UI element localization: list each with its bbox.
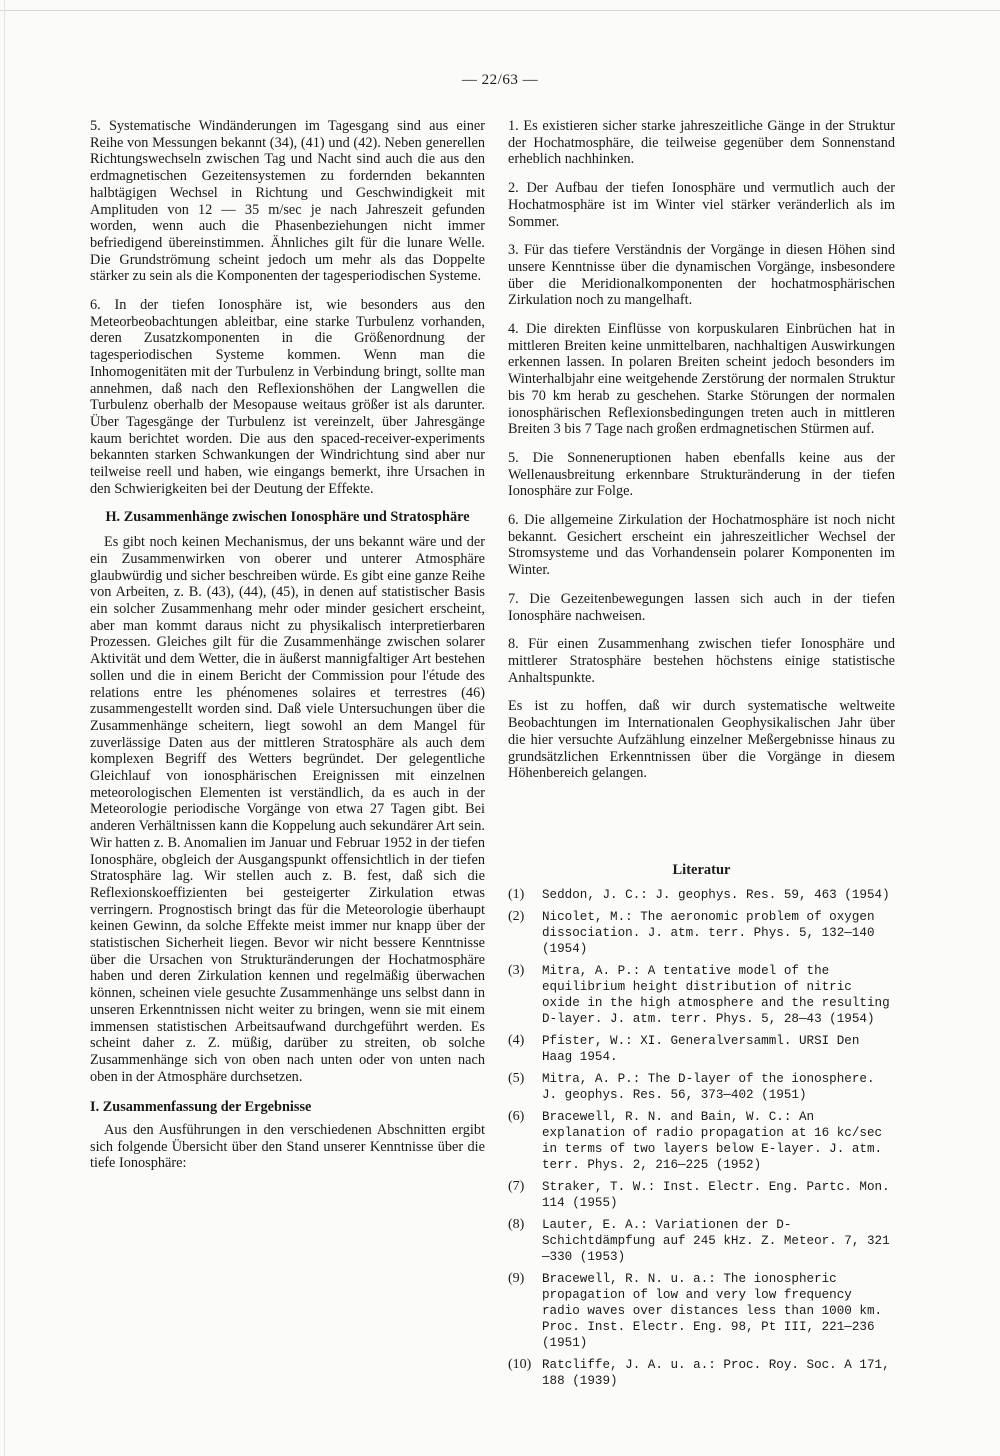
reference-number: (5)	[508, 1070, 525, 1086]
reference-number: (1)	[508, 886, 525, 902]
paragraph-6: 6. In der tiefen Ionosphäre ist, wie besonders aus den Meteorbeobachtungen ableitbar, eine starke Turbulenz vorhanden, deren Zusatzkomponenten in die Größenordnung der tagesperiodischen Systeme kommen. Wenn man die Inhomogenitäten mit der Turbulenz in Verbindung bringt, sollte man annehmen, daß nach den Reflexionshöhen der Langwellen die Turbulenz oberhalb der Mesopause weitaus größer ist als darunter. Über Tagesgänge der Turbulenz ist vereinzelt, über Jahresgänge kaum berichtet worden. Die aus den spaced-receiver-experiments bekannten starken Schwankungen der Windrichtung sind aber nur teilweise reell und haben, wie eingangs bemerkt, ihre Ursachen in den Schwierigkeiten bei der Deutung der Effekte.	[90, 297, 485, 497]
page-number: — 22/63 —	[461, 72, 539, 88]
reference-number: (7)	[508, 1178, 525, 1194]
reference-item	[508, 1109, 895, 1173]
paragraph-5: 5. Systematische Windänderungen im Tagesgang sind aus einer Reihe von Messungen bekannt (34), (41) und (42). Neben generellen Richtungswechseln zwischen Tag und Nacht sind auch die aus den erdmagnetischen Gezeitensystemen zu fordernden bekannten halbtägigen Wechsel in Richtung und Geschwindigkeit mit Amplituden von 12 — 35 m/sec je nach Jahreszeit gefunden worden, wenn auch die Phasenbeziehungen nicht immer befriedigend übereinstimmen. Ähnliches gilt für die lunare Welle. Die Grundströmung scheint jedoch um mehr als das Doppelte stärker zu sein als die Komponenten der tagesperiodischen Systeme.	[90, 118, 485, 285]
reference-list	[508, 887, 895, 1389]
summary-item-8: 8. Für einen Zusammenhang zwischen tiefer Ionosphäre und mittlerer Stratosphäre bestehen höchstens einige statistische Anhaltspunkte.	[508, 636, 895, 686]
summary-item-4: 4. Die direkten Einflüsse von korpuskularen Einbrüchen hat in mittleren Breiten keine unmittelbaren, nachhaltigen Auswirkungen erkennen lassen. In polaren Breiten scheint jedoch besonders im Winterhalbjahr eine weitgehende Zerstörung der normalen Struktur bis 70 km herab zu geschehen. Starke Störungen der normalen ionosphärischen Reflexionsbedingungen treten auch in mittleren Breiten 3 bis 7 Tage nach großen erdmagnetischen Stürmen auf.	[508, 321, 895, 438]
reference-item	[508, 909, 895, 957]
section-heading-h: H. Zusammenhänge zwischen Ionosphäre und Stratosphäre	[105, 509, 470, 526]
reference-text: Nicolet, M.: The aeronomic problem of oxygen dissociation. J. atm. terr. Phys. 5, 132—140 (1954)	[542, 909, 875, 956]
reference-text: Pfister, W.: XI. Generalversamml. URSI Den Haag 1954.	[542, 1033, 860, 1064]
reference-number: (4)	[508, 1032, 525, 1048]
reference-number: (3)	[508, 962, 525, 978]
reference-item	[508, 1033, 895, 1065]
scan-artifact-line	[0, 10, 1000, 11]
literature-heading: Literatur	[672, 861, 731, 878]
reference-number: (8)	[508, 1216, 525, 1232]
reference-text: Mitra, A. P.: A tentative model of the equilibrium height distribution of nitric oxide in the high atmosphere and the resulting D-layer. J. atm. terr. Phys. 5, 28—43 (1954)	[542, 963, 890, 1026]
section-h-body: Es gibt noch keinen Mechanismus, der uns bekannt wäre und der ein Zusammenwirken von oberer und unterer Atmosphäre glaubwürdig und sicher beschreiben würde. Es gibt eine ganze Reihe von Arbeiten, z. B. (43), (44), (45), in denen auf statistischer Basis ein solcher Zusammenhang mehr oder minder gesichert erscheint, aber man kommt daraus nicht zu physikalisch interpretierbaren Prozessen. Gleiches gilt für die Zusammenhänge zwischen solarer Aktivität und dem Wetter, die in äußerst mannigfaltiger Art bestehen sollen und die in einem Bericht der Commission pour l'étude des relations entre les phénomenes solaires et terrestres (46) zusammengestellt worden sind. Daß viele Untersuchungen über die Zusammenhänge scheitern, liegt sowohl an dem Mangel für zuverlässige Daten aus der mittleren Stratosphäre als auch dem komplexen Begriff des Wetters begründet. Der gelegentliche Gleichlauf von ionosphärischen Ereignissen mit einzelnen meteorologischen Elementen ist verständlich, da es auch in der Meteorologie periodische Vorgänge von etwa 27 Tagen gibt. Bei anderen Verhältnissen kann die Koppelung auch sekundärer Art sein. Wir hatten z. B. Anomalien im Januar und Februar 1952 in der tiefen Ionosphäre, obgleich der Ausgangspunkt offensichtlich in der tiefen Stratosphäre lag. Wir stellen auch z. B. fest, daß sich die Reflexionskoeffizienten bei gesteigerter Zirkulation etwas verringern. Prognostisch bringt das für die Meteorologie überhaupt keinen Gewinn, da solche Effekte meist immer nur knapp über der statistischen Sicherheit liegen. Bevor wir nicht bessere Kenntnisse über die Ursachen von Strukturänderungen der Hochatmosphäre haben und deren Zirkulation kennen und regelmäßig überwachen können, scheinen viele gesuchte Zusammenhänge uns selbst dann in unseren Erkenntnissen nicht weiter zu bringen, wenn sie mit einem immensen statistischen Arbeitsaufwand durchgeführt werden. Es scheint daher z. Z. müßig, darüber zu streiten, ob solche Zusammenhänge sich von oben nach unten oder von unten nach oben in der Atmosphäre durchsetzen.	[90, 534, 485, 1085]
reference-text: Mitra, A. P.: The D-layer of the ionosphere. J. geophys. Res. 56, 373—402 (1951)	[542, 1071, 875, 1102]
reference-number: (10)	[508, 1356, 532, 1372]
right-column	[508, 118, 895, 1395]
left-column	[90, 118, 485, 1184]
reference-item	[508, 1217, 895, 1265]
reference-number: (9)	[508, 1270, 525, 1286]
section-i-body: Aus den Ausführungen in den verschiedenen Abschnitten ergibt sich folgende Übersicht über den Stand unserer Kenntnisse über die tiefe Ionosphäre:	[90, 1122, 485, 1172]
reference-text: Bracewell, R. N. and Bain, W. C.: An explanation of radio propagation at 16 kc/sec in terms of two layers below E-layer. J. atm. terr. Phys. 2, 216—225 (1952)	[542, 1109, 883, 1172]
reference-text: Straker, T. W.: Inst. Electr. Eng. Partc. Mon. 114 (1955)	[542, 1179, 890, 1210]
summary-item-2: 2. Der Aufbau der tiefen Ionosphäre und vermutlich auch der Hochatmosphäre ist im Winter viel stärker veränderlich als im Sommer.	[508, 180, 895, 230]
summary-item-5: 5. Die Sonneneruptionen haben ebenfalls keine aus der Wellenausbreitung erkennbare Strukturänderung in der tiefen Ionosphäre zur Folge.	[508, 449, 895, 500]
reference-number: (6)	[508, 1108, 525, 1124]
reference-text: Ratcliffe, J. A. u. a.: Proc. Roy. Soc. A 171, 188 (1939)	[542, 1357, 890, 1388]
reference-text: Bracewell, R. N. u. a.: The ionospheric propagation of low and very low frequency radio waves over distances less than 1000 km. Proc. Inst. Electr. Eng. 98, Pt III, 221—236 (1951)	[542, 1271, 883, 1350]
reference-item	[508, 1071, 895, 1103]
reference-number: (2)	[508, 908, 525, 924]
reference-item	[508, 1271, 895, 1351]
summary-item-1: 1. Es existieren sicher starke jahreszeitliche Gänge in der Struktur der Hochatmosphäre, die teilweise gegenüber dem Sonnenstand erheblich nachhinken.	[508, 118, 895, 168]
summary-item-6: 6. Die allgemeine Zirkulation der Hochatmosphäre ist noch nicht bekannt. Gesichert erscheint ein jahreszeitlicher Wechsel der Stromsysteme und das Vorhandensein polarer Komponenten im Winter.	[508, 512, 895, 579]
closing-paragraph: Es ist zu hoffen, daß wir durch systematische weltweite Beobachtungen im Internationalen Geophysikalischen Jahr über die hier versuchte Aufzählung einzelner Meßergebnisse hinaus zu grundsätzlichen Erkenntnissen über die Vorgänge in diesem Höhenbereich gelangen.	[508, 698, 895, 782]
scan-artifact-edge	[4, 0, 5, 1456]
reference-item	[508, 1179, 895, 1211]
summary-item-3: 3. Für das tiefere Verständnis der Vorgänge in diesen Höhen sind unsere Kenntnisse über die dynamischen Vorgänge, insbesondere über die Meridionalkomponenten der hochatmosphärischen Zirkulation noch zu mangelhaft.	[508, 242, 895, 309]
reference-item	[508, 1357, 895, 1389]
reference-text: Lauter, E. A.: Variationen der D-Schichtdämpfung auf 245 kHz. Z. Meteor. 7, 321—330 (1953)	[542, 1217, 890, 1264]
summary-item-7: 7. Die Gezeitenbewegungen lassen sich auch in der tiefen Ionosphäre nachweisen.	[508, 590, 895, 624]
reference-text: Seddon, J. C.: J. geophys. Res. 59, 463 (1954)	[542, 887, 890, 902]
section-heading-i: I. Zusammenfassung der Ergebnisse	[90, 1099, 312, 1116]
reference-item	[508, 963, 895, 1027]
reference-item	[508, 887, 895, 903]
